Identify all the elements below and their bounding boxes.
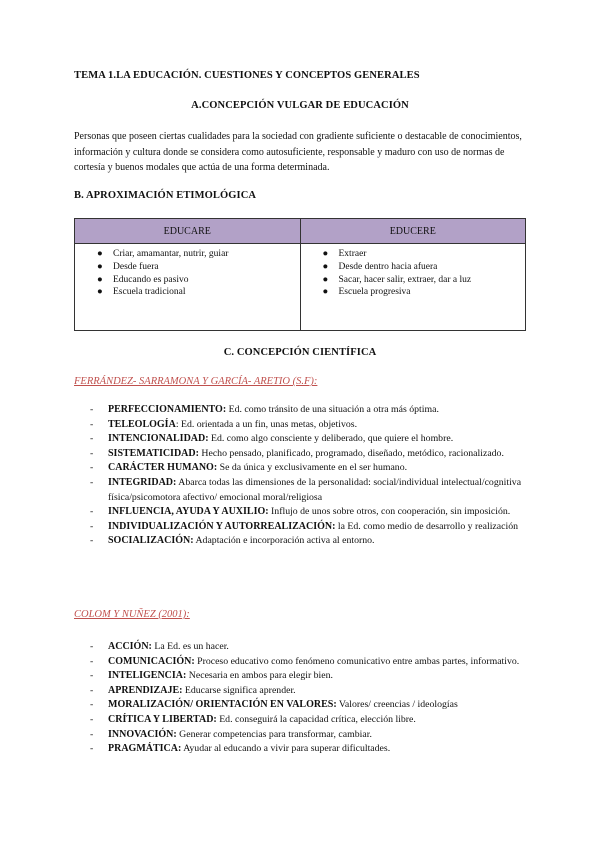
educare-list (75, 248, 300, 299)
term-description: Se da única y exclusivamente en el ser humano. (217, 462, 408, 474)
dash-marker: - (90, 433, 94, 445)
list-item (74, 728, 534, 743)
dash-marker: - (90, 713, 94, 725)
dash-marker: - (90, 670, 94, 682)
list-item (301, 248, 526, 261)
list-item (74, 403, 534, 418)
colom-list (74, 640, 534, 757)
term-label: SOCIALIZACIÓN: (108, 535, 194, 547)
bullet-icon: ● (322, 249, 329, 259)
list-item (74, 432, 534, 447)
dash-marker: - (90, 535, 94, 547)
document-heading: TEMA 1.LA EDUCACIÓN. CUESTIONES Y CONCEPTOS GENERALES (74, 70, 420, 81)
list-item (301, 286, 526, 299)
list-item (74, 447, 534, 462)
list-item (74, 713, 534, 728)
term-label: TELEOLOGÍA (108, 418, 176, 430)
term-description: Necesaria en ambos para elegir bien. (186, 670, 333, 682)
list-item (75, 274, 300, 287)
list-item (74, 505, 534, 520)
list-item-text: Educando es pasivo (113, 274, 189, 285)
dash-marker: - (90, 699, 94, 711)
term-description: La Ed. es un hacer. (151, 641, 229, 652)
term-description: Ed. conseguirá la capacidad crítica, elección libre. (216, 713, 416, 725)
list-item (74, 655, 534, 670)
term-label: APRENDIZAJE: (108, 684, 183, 696)
term-label: MORALIZACIÓN/ ORIENTACIÓN EN VALORES: (108, 699, 337, 711)
dash-marker: - (90, 684, 94, 696)
term-label: INTELIGENCIA: (108, 670, 187, 682)
bullet-icon: ● (97, 287, 103, 298)
list-item (74, 640, 534, 655)
term-description: Influjo de unos sobre otros, con cooperación, sin imposición. (268, 506, 511, 518)
section-a-title: A.CONCEPCIÓN VULGAR DE EDUCACIÓN (191, 100, 409, 111)
list-item (74, 461, 534, 476)
term-description: Adaptación e incorporación activa al entorno. (193, 535, 375, 547)
list-item (74, 520, 534, 535)
educere-list (301, 248, 526, 299)
term-label: INFLUENCIA, AYUDA Y AUXILIO: (108, 506, 269, 518)
list-item (75, 248, 300, 261)
list-item-text: Desde fuera (113, 261, 159, 272)
term-label: CARÁCTER HUMANO: (108, 462, 218, 474)
ferrandez-list (74, 403, 534, 549)
term-label: INTENCIONALIDAD: (108, 433, 209, 445)
term-description: Proceso educativo como fenómeno comunicativo entre ambas partes, informativo. (194, 655, 520, 667)
list-item-text: Escuela progresiva (338, 287, 411, 298)
dash-marker: - (90, 506, 94, 518)
dash-marker: - (90, 743, 94, 755)
section-a-paragraph: Personas que poseen ciertas cualidades para la sociedad con gradiente suficiente o destacable de conocimientos, información y cultura donde se considera como autosuficiente, responsable y maduro con uso de normas de cortesía y buenos modales que actúa de una forma determinada. (74, 131, 522, 173)
term-label: INTEGRIDAD: (108, 476, 177, 488)
dash-marker: - (90, 520, 94, 532)
term-description: Ed. como tránsito de una situación a otra más óptima. (226, 404, 439, 415)
term-description: : Ed. orientada a un fin, unas metas, objetivos. (175, 418, 358, 430)
table-cell-educere (300, 244, 526, 331)
list-item-text: Extraer (338, 249, 367, 259)
author-colom: COLOM Y NUÑEZ (2001): (74, 609, 190, 620)
dash-marker: - (90, 728, 94, 740)
bullet-icon: ● (322, 287, 329, 298)
dash-marker: - (90, 476, 94, 488)
term-label: CRÍTICA Y LIBERTAD: (108, 713, 217, 725)
list-item (74, 418, 534, 433)
term-description: Ayudar al educando a vivir para superar dificultades. (181, 743, 391, 755)
term-label: SISTEMATICIDAD: (108, 447, 199, 459)
term-description: Educarse significa aprender. (182, 684, 296, 696)
bullet-icon: ● (97, 274, 103, 285)
list-item (74, 534, 534, 549)
list-item (301, 261, 526, 274)
bullet-icon: ● (322, 261, 329, 272)
list-item (75, 261, 300, 274)
list-item (301, 274, 526, 287)
term-label: COMUNICACIÓN: (108, 655, 195, 667)
section-c-title: C. CONCEPCIÓN CIENTÍFICA (223, 347, 377, 358)
term-description: Abarca todas las dimensiones de la personalidad: social/individual intelectual/cognitiva física/psicomotora afectivo/ emocional moral/religiosa (108, 476, 522, 503)
list-item (74, 742, 534, 757)
bullet-icon: ● (97, 249, 103, 259)
etymology-table (74, 218, 526, 331)
term-description: Generar competencias para transformar, cambiar. (176, 728, 372, 740)
list-item-text: Escuela tradicional (113, 287, 186, 298)
dash-marker: - (90, 462, 94, 474)
list-item (74, 698, 534, 713)
section-b-title: B. APROXIMACIÓN ETIMOLÓGICA (74, 190, 257, 201)
dash-marker: - (90, 418, 94, 430)
bullet-icon: ● (97, 261, 103, 272)
bullet-icon: ● (322, 274, 329, 285)
term-label: INNOVACIÓN: (108, 728, 177, 740)
dash-marker: - (90, 641, 94, 652)
term-label: PRAGMÁTICA: (108, 743, 182, 755)
dash-marker: - (90, 447, 94, 459)
term-label: PERFECCIONAMIENTO: (108, 404, 227, 415)
table-header-educere: EDUCERE (300, 219, 526, 244)
list-item (75, 286, 300, 299)
list-item (74, 476, 534, 505)
list-item-text: Desde dentro hacia afuera (338, 261, 438, 272)
list-item-text: Sacar, hacer salir, extraer, dar a luz (338, 274, 472, 285)
term-description: Ed. como algo consciente y deliberado, que quiere el hombre. (208, 433, 454, 445)
list-item (74, 684, 534, 699)
list-item (74, 669, 534, 684)
list-item-text: Criar, amamantar, nutrir, guiar (113, 249, 229, 259)
term-label: INDIVIDUALIZACIÓN Y AUTORREALIZACIÓN: (108, 520, 336, 532)
term-label: ACCIÓN: (108, 641, 152, 652)
term-description: Valores/ creencias / ideologías (336, 699, 458, 711)
table-cell-educare (75, 244, 301, 331)
term-description: la Ed. como medio de desarrollo y realización (335, 520, 518, 532)
author-ferrandez: FERRÁNDEZ- SARRAMONA Y GARCÍA- ARETIO (S.F): (74, 376, 318, 387)
term-description: Hecho pensado, planificado, programado, diseñado, metódico, racionalizado. (198, 447, 504, 459)
dash-marker: - (90, 404, 94, 415)
table-header-educare: EDUCARE (75, 219, 301, 244)
dash-marker: - (90, 655, 94, 667)
